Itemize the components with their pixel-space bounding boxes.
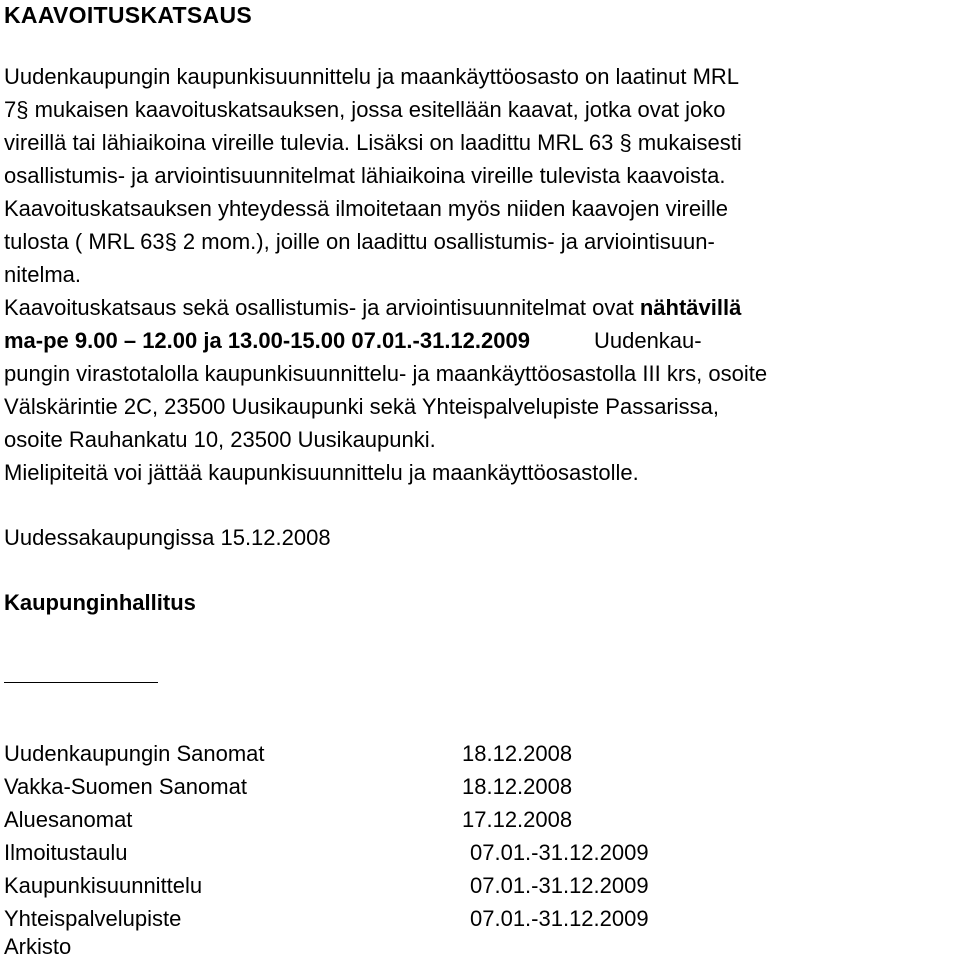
publication-name: Ilmoitustaulu	[4, 840, 128, 865]
publication-name: Arkisto	[4, 934, 72, 959]
availability-hours: ma-pe 9.00 – 12.00 ja 13.00-15.00 07.01.-31.12.2009	[4, 328, 530, 353]
publication-date: 07.01.-31.12.2009	[470, 840, 649, 865]
publication-date: 07.01.-31.12.2009	[470, 873, 649, 898]
availability-text: Kaavoituskatsaus sekä osallistumis- ja arviointisuunnitelmat ovat	[4, 295, 640, 320]
publication-date: 17.12.2008	[462, 807, 573, 832]
publication-date: 07.01.-31.12.2009	[470, 906, 649, 931]
paragraph-line: osoite Rauhankatu 10, 23500 Uusikaupunki.	[4, 427, 436, 452]
publication-name: Kaupunkisuunnittelu	[4, 873, 203, 898]
paragraph-line: pungin virastotalolla kaupunkisuunnittelu- ja maankäyttöosastolla III krs, osoite	[4, 361, 768, 386]
publication-name: Aluesanomat	[4, 807, 133, 832]
paragraph-line: Uudenkaupungin kaupunkisuunnittelu ja maankäyttöosasto on laatinut MRL	[4, 64, 740, 89]
document-title: KAAVOITUSKATSAUS	[4, 2, 253, 28]
paragraph-line: 7§ mukaisen kaavoituskatsauksen, jossa esitellään kaavat, jotka ovat joko	[4, 97, 726, 122]
paragraph-line: osallistumis- ja arviointisuunnitelmat lähiaikoina vireille tulevista kaavoista.	[4, 163, 726, 188]
paragraph-line: Mielipiteitä voi jättää kaupunkisuunnittelu ja maankäyttöosastolle.	[4, 460, 639, 485]
paragraph-line: Välskärintie 2C, 23500 Uusikaupunki sekä Yhteispalvelupiste Passarissa,	[4, 394, 719, 419]
paragraph-line: tulosta ( MRL 63§ 2 mom.), joille on laadittu osallistumis- ja arviointisuun-	[4, 229, 715, 254]
paragraph-line: vireillä tai lähiaikoina vireille tulevia. Lisäksi on laadittu MRL 63 § mukaisesti	[4, 130, 742, 155]
paragraph-line: nitelma.	[4, 262, 82, 287]
publication-date: 18.12.2008	[462, 741, 573, 766]
publication-date: 18.12.2008	[462, 774, 573, 799]
publication-name: Yhteispalvelupiste	[4, 906, 182, 931]
availability-highlight: nähtävillä	[639, 295, 742, 320]
availability-hours-line	[4, 328, 702, 354]
availability-continuation: Uudenkau-	[593, 328, 702, 353]
publication-name: Vakka-Suomen Sanomat	[4, 774, 247, 799]
availability-line	[4, 295, 741, 321]
signature-line	[4, 682, 158, 683]
place-date: Uudessakaupungissa 15.12.2008	[4, 525, 331, 550]
paragraph-line: Kaavoituskatsauksen yhteydessä ilmoitetaan myös niiden kaavojen vireille	[4, 196, 728, 221]
signer: Kaupunginhallitus	[4, 590, 196, 615]
publication-name: Uudenkaupungin Sanomat	[4, 741, 265, 766]
